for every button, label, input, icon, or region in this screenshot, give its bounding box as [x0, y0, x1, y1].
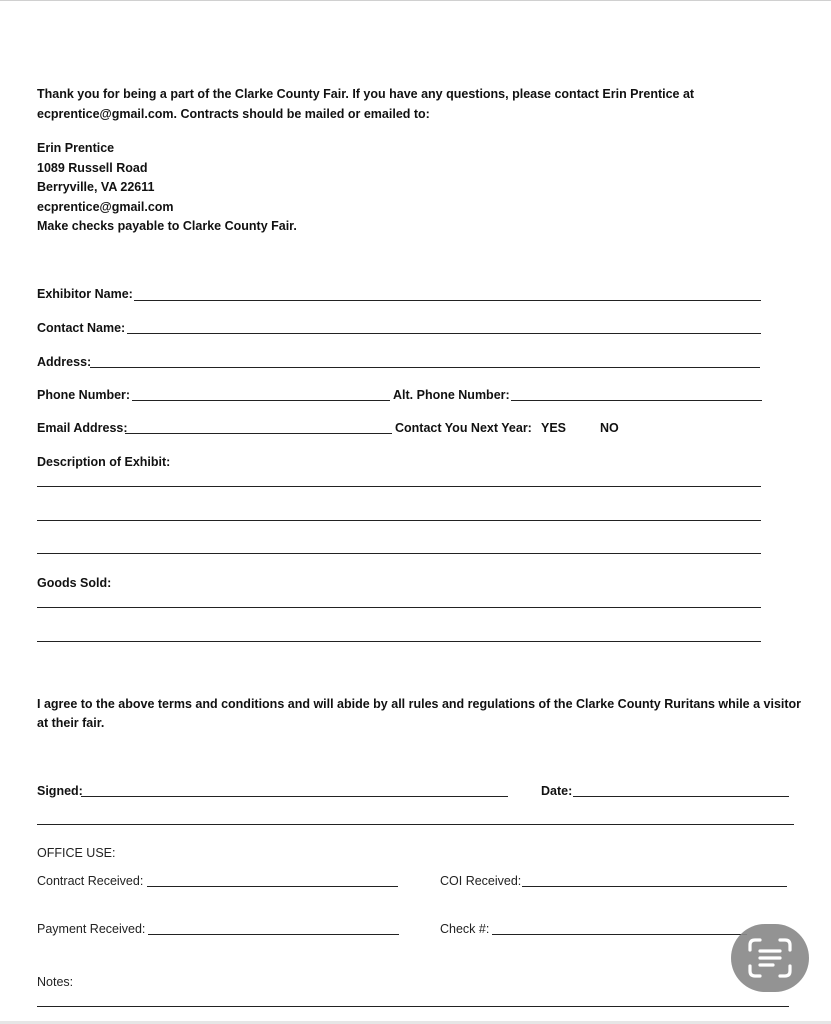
phone-number-field[interactable] — [132, 400, 390, 401]
email-address-label: Email Address: — [37, 421, 128, 435]
payment-received-field[interactable] — [148, 934, 399, 935]
city-text: Berryville, VA 22611 — [37, 180, 155, 194]
description-line-3[interactable] — [37, 553, 761, 554]
check-number-field[interactable] — [492, 934, 747, 935]
contact-name-text: Erin Prentice — [37, 141, 115, 155]
intro-line-1: Thank you for being a part of the Clarke County Fair. If you have any questions, please contact Erin Prentice at — [37, 87, 695, 101]
text-scan-icon — [746, 936, 794, 980]
contact-next-year-label: Contact You Next Year: — [395, 421, 532, 435]
description-line-2[interactable] — [37, 520, 761, 521]
alt-phone-number-label: Alt. Phone Number: — [393, 388, 510, 402]
contact-next-year-no-option[interactable]: NO — [600, 421, 619, 435]
date-label: Date: — [541, 784, 573, 798]
coi-received-field[interactable] — [522, 886, 787, 887]
contact-name-field[interactable] — [127, 333, 761, 334]
section-divider — [37, 824, 794, 825]
goods-sold-line-1[interactable] — [37, 607, 761, 608]
payment-received-label: Payment Received: — [37, 922, 146, 936]
contact-next-year-yes-option[interactable]: YES — [541, 421, 567, 435]
street-text: 1089 Russell Road — [37, 161, 148, 175]
page-top-border — [0, 0, 831, 1]
contract-received-label: Contract Received: — [37, 874, 144, 888]
signed-label: Signed: — [37, 784, 83, 798]
agreement-line-2: at their fair. — [37, 716, 105, 730]
email-text: ecprentice@gmail.com — [37, 200, 174, 214]
intro-line-2: ecprentice@gmail.com. Contracts should be mailed or emailed to: — [37, 107, 430, 121]
date-field[interactable] — [573, 796, 789, 797]
alt-phone-number-field[interactable] — [511, 400, 762, 401]
address-label: Address: — [37, 355, 92, 369]
coi-received-label: COI Received: — [440, 874, 522, 888]
contract-received-field[interactable] — [147, 886, 398, 887]
goods-sold-line-2[interactable] — [37, 641, 761, 642]
notes-label: Notes: — [37, 975, 74, 989]
checks-payable-text: Make checks payable to Clarke County Fair. — [37, 219, 297, 233]
agreement-line-1: I agree to the above terms and conditions and will abide by all rules and regulations of the Clarke County Ruritans while a visitor — [37, 697, 802, 711]
exhibitor-name-field[interactable] — [134, 300, 761, 301]
signature-field[interactable] — [81, 796, 508, 797]
exhibitor-name-label: Exhibitor Name: — [37, 287, 133, 301]
text-scan-button[interactable] — [731, 924, 809, 992]
goods-sold-label: Goods Sold: — [37, 576, 112, 590]
phone-number-label: Phone Number: — [37, 388, 131, 402]
description-line-1[interactable] — [37, 486, 761, 487]
contact-name-label: Contact Name: — [37, 321, 126, 335]
description-of-exhibit-label: Description of Exhibit: — [37, 455, 171, 469]
address-field[interactable] — [90, 367, 760, 368]
notes-field[interactable] — [37, 1006, 789, 1007]
email-address-field[interactable] — [125, 433, 392, 434]
office-use-title: OFFICE USE: — [37, 846, 116, 860]
check-number-label: Check #: — [440, 922, 490, 936]
